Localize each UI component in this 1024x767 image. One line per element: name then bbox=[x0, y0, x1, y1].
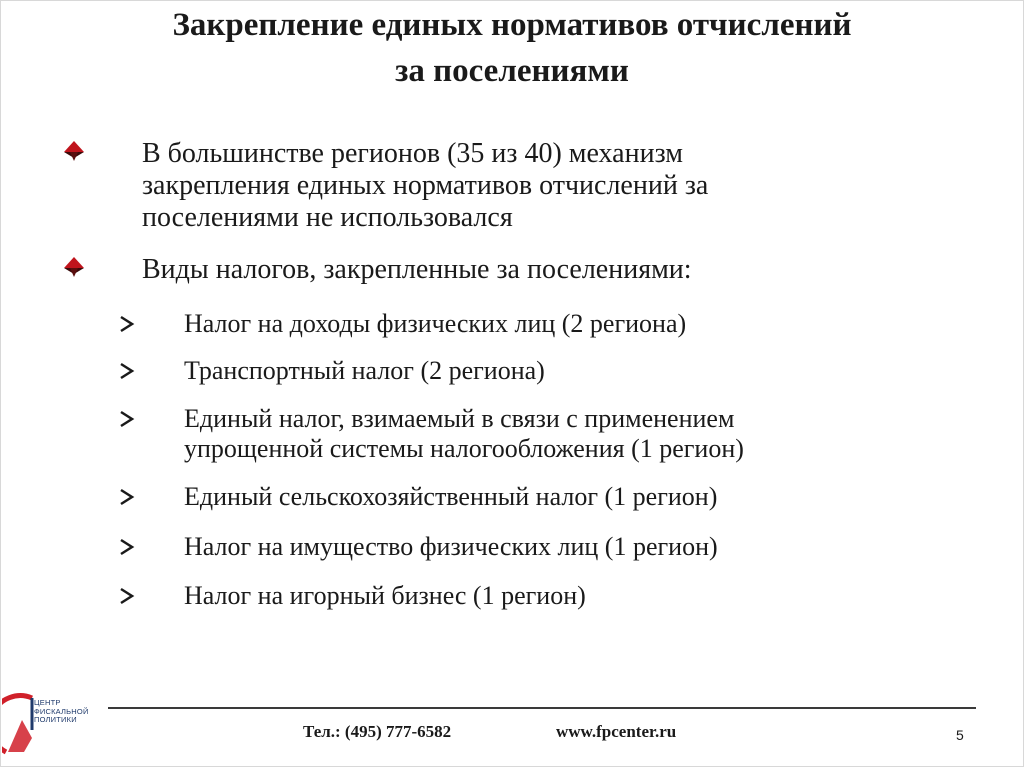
sub-bullet-text: Налог на игорный бизнес (1 регион) bbox=[184, 581, 586, 610]
sub-bullet-text: Налог на доходы физических лиц (2 региона) bbox=[184, 309, 687, 338]
sub-bullet-text: Транспортный налог (2 региона) bbox=[184, 356, 545, 385]
footer-website-link[interactable]: www.fpcenter.ru bbox=[556, 722, 677, 741]
bullet-text-line: поселениями не использовался bbox=[142, 202, 513, 233]
sub-bullet-text: Единый налог, взимаемый в связи с применением bbox=[184, 404, 735, 433]
chevron-bullet-icon bbox=[117, 585, 139, 607]
slide-title-line-2: за поселениями bbox=[395, 53, 629, 89]
bullet-text-line: закрепления единых нормативов отчислений за bbox=[142, 170, 709, 201]
logo-text-line: ПОЛИТИКИ bbox=[34, 715, 77, 724]
slide-title-line-1: Закрепление единых нормативов отчислений bbox=[172, 7, 852, 43]
page-number: 5 bbox=[956, 727, 964, 743]
logo-text-line: ЦЕНТР bbox=[34, 698, 61, 707]
chevron-bullet-icon bbox=[117, 360, 139, 382]
chevron-bullet-icon bbox=[117, 536, 139, 558]
bullet-text-line: Виды налогов, закрепленные за поселениями: bbox=[142, 254, 692, 285]
footer-phone: Тел.: (495) 777-6582 bbox=[303, 722, 452, 741]
red-arrow-bullet-icon bbox=[60, 140, 88, 164]
sub-bullet-text: Единый сельскохозяйственный налог (1 регион) bbox=[184, 482, 718, 511]
footer-divider bbox=[108, 707, 976, 709]
chevron-bullet-icon bbox=[117, 313, 139, 335]
logo-text bbox=[34, 699, 89, 725]
sub-bullet-text: упрощенной системы налогообложения (1 регион) bbox=[184, 434, 744, 463]
chevron-bullet-icon bbox=[117, 408, 139, 430]
sub-bullet-text: Налог на имущество физических лиц (1 регион) bbox=[184, 532, 718, 561]
red-arrow-bullet-icon bbox=[60, 256, 88, 280]
chevron-bullet-icon bbox=[117, 486, 139, 508]
bullet-text-line: В большинстве регионов (35 из 40) механизм bbox=[142, 138, 683, 169]
slide-title bbox=[60, 2, 964, 94]
logo-text-line: ФИСКАЛЬНОЙ bbox=[34, 706, 89, 716]
